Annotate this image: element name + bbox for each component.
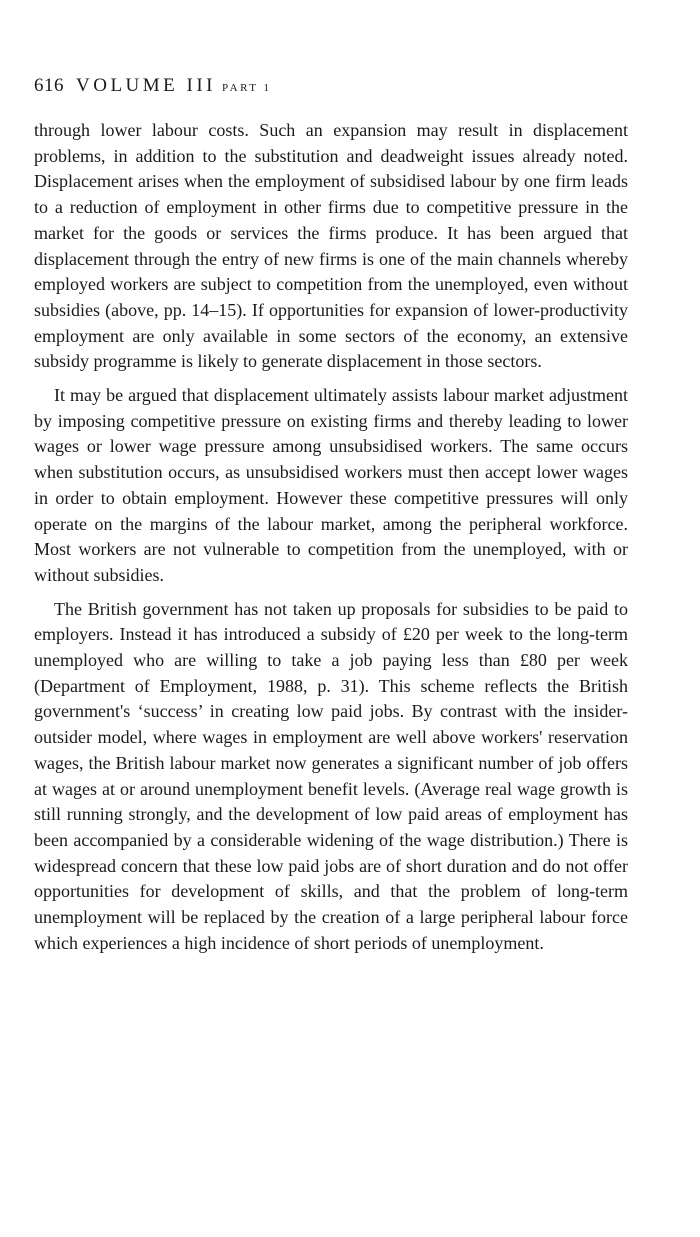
volume-label: VOLUME III bbox=[76, 75, 217, 96]
part-label: PART 1 bbox=[222, 82, 272, 94]
body-text bbox=[34, 118, 628, 957]
running-head bbox=[34, 72, 628, 102]
paragraph-2: It may be argued that displacement ultimately assists labour market adjustment by imposing competitive pressure on existing firms and thereby leading to lower wages or lower wage pressure among unsubsidised workers. The same occurs when substitution occurs, as unsubsidised workers must then accept lower wages in order to obtain employment. However these competitive pressures will only operate on the margins of the labour market, among the peripheral workforce. Most workers are not vulnerable to competition from the unemployed, with or without subsidies. bbox=[34, 385, 628, 585]
paragraph-3: The British government has not taken up proposals for subsidies to be paid to employers. Instead it has introduced a subsidy of £20 per week to the long-term unemployed who are willing to take a job paying less than £80 per week (Department of Employment, 1988, p. 31). This scheme reflects the British government's ‘success’ in creating low paid jobs. By contrast with the insider-outsider model, where wages in employment are well above workers' reservation wages, the British labour market now generates a significant number of job offers at wages at or around unemployment benefit levels. (Average real wage growth is still running strongly, and the development of low paid areas of employment has been accompanied by a considerable widening of the wage distribution.) There is widespread concern that these low paid jobs are of short duration and do not offer opportunities for development of skills, and that the problem of long-term unemployment will be replaced by the creation of a large peripheral labour force which experiences a high incidence of short periods of unemployment. bbox=[34, 598, 628, 953]
page-number: 616 bbox=[34, 75, 64, 96]
book-page bbox=[34, 72, 628, 957]
paragraph-1: through lower labour costs. Such an expansion may result in displacement problems, in addition to the substitution and deadweight issues already noted. Displacement arises when the employment of subsidised labour by one firm leads to a reduction of employment in other firms due to competitive pressure in the market for the goods or services the firms produce. It has been argued that displacement through the entry of new firms is one of the main channels whereby employed workers are subject to competition from the unemployed, even without subsidies (above, pp. 14–15). If opportunities for expansion of lower-productivity employment are only available in some sectors of the economy, an extensive subsidy programme is likely to generate displacement in those sectors. bbox=[34, 120, 628, 372]
